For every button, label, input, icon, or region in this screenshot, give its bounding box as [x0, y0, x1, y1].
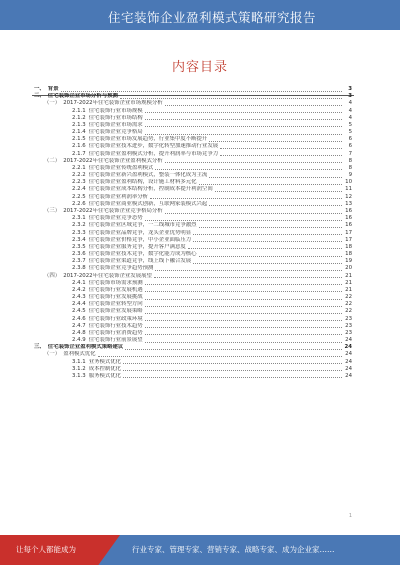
toc-leader-dots	[155, 270, 342, 271]
toc-entry-number: 2.1.4	[72, 129, 86, 136]
toc-entry-page: 24	[345, 351, 352, 358]
toc-entry-number: 2.1.3	[72, 121, 86, 128]
toc-entry-text: 住宅装饰企业传统盈利模式	[88, 164, 154, 171]
toc-entry[interactable]	[34, 122, 352, 129]
toc-entry-text: 住宅装饰行业市场规模	[88, 107, 143, 114]
toc-entry-number: 2.1.1	[72, 107, 86, 114]
toc-entry[interactable]	[34, 222, 352, 229]
toc-entry-number: 3.1.3	[72, 372, 86, 379]
toc-entry[interactable]	[34, 294, 352, 301]
toc-entry[interactable]	[34, 151, 352, 158]
toc-entry-number: 2.2.4	[72, 186, 86, 193]
toc-leader-dots	[145, 299, 342, 300]
toc-entry-text: 住宅装饰企业渠道竞争，线上线下融合发展	[88, 258, 192, 265]
toc-entry[interactable]	[34, 136, 352, 143]
toc-entry-page: 19	[345, 258, 352, 265]
table-of-contents	[34, 86, 352, 380]
toc-entry-text: 住宅装饰企业竞争趋势预测	[88, 265, 154, 272]
toc-title: 内容目录	[171, 60, 228, 75]
toc-leader-dots	[193, 241, 342, 242]
toc-leader-dots	[199, 256, 342, 257]
toc-entry-text: 住宅装饰企业盈利模式分析，提升利润率与市场竞争力	[88, 150, 219, 157]
toc-leader-dots	[209, 177, 342, 178]
toc-entry-page: 24	[345, 365, 352, 372]
toc-entry-page: 16	[345, 222, 352, 229]
toc-leader-dots	[209, 141, 342, 142]
toc-entry-number: 2.1.6	[72, 143, 86, 150]
toc-entry-page: 5	[348, 129, 352, 136]
toc-entry[interactable]	[34, 258, 352, 265]
toc-entry[interactable]	[34, 359, 352, 366]
toc-entry-page: 24	[344, 344, 352, 351]
toc-entry-number: 2.4.2	[72, 286, 86, 293]
toc-entry-number: 2.3.6	[72, 251, 86, 258]
toc-entry-text: 业务模式优化	[88, 358, 122, 365]
toc-entry-number: 2.2.2	[72, 172, 86, 179]
toc-entry-page: 7	[348, 150, 352, 157]
toc-entry-text: 住宅装饰行业发展挑战	[88, 294, 143, 301]
toc-leader-dots	[123, 363, 342, 364]
toc-entry-text: 住宅装饰企业新兴盈利模式，整装一体化成为主流	[88, 172, 208, 179]
toc-entry[interactable]	[34, 143, 352, 150]
toc-entry-page: 6	[348, 143, 352, 150]
toc-entry-page: 18	[345, 251, 352, 258]
toc-leader-dots	[145, 291, 342, 292]
toc-leader-dots	[150, 198, 342, 199]
toc-leader-dots	[145, 126, 342, 127]
toc-entry[interactable]	[34, 351, 352, 358]
toc-entry-page: 22	[345, 294, 352, 301]
toc-entry-text: 盈利模式优化	[63, 351, 96, 358]
toc-entry-page: 20	[345, 265, 352, 272]
report-title: 住宅装饰企业盈利模式策略研究报告	[108, 10, 317, 25]
toc-leader-dots	[193, 234, 342, 235]
toc-entry-page: 3	[348, 93, 352, 100]
toc-entry-text: 住宅装饰企业商业模式创新，互联网家装模式兴起	[88, 200, 208, 207]
toc-leader-dots	[145, 334, 342, 335]
toc-entry[interactable]	[34, 108, 352, 115]
toc-entry-text: 住宅装饰企业价格竞争，中小企业面临压力	[88, 236, 192, 243]
toc-entry-text: 住宅装饰企业盈利模式策略建议	[47, 344, 124, 351]
toc-leader-dots	[220, 155, 342, 156]
toc-entry-number: 2.3.4	[72, 236, 86, 243]
toc-entry[interactable]	[34, 129, 352, 136]
toc-entry-text: 住宅装饰企业市场需求	[88, 121, 143, 128]
toc-entry-text: 背景	[47, 86, 59, 93]
toc-entry-page: 24	[345, 337, 352, 344]
toc-entry-text: 住宅装饰行业消费趋势	[88, 329, 143, 336]
toc-entry-number: （三）	[44, 208, 61, 214]
toc-entry-number: 二、	[34, 93, 45, 100]
toc-entry-page: 23	[345, 315, 352, 322]
toc-entry-page: 5	[348, 121, 352, 128]
toc-entry-page: 18	[345, 243, 352, 250]
toc-entry[interactable]	[34, 201, 352, 208]
toc-entry-page: 23	[345, 322, 352, 329]
toc-leader-dots	[98, 356, 342, 357]
toc-entry-page: 16	[345, 208, 352, 214]
toc-entry-page: 21	[345, 286, 352, 293]
toc-entry-number: 2.3.8	[72, 265, 86, 272]
toc-leader-dots	[145, 320, 342, 321]
toc-entry-text: 住宅装饰行业政策环境	[88, 315, 143, 322]
toc-entry-number: 2.1.7	[72, 150, 86, 157]
toc-entry-number: 2.4.9	[72, 337, 86, 344]
toc-entry-number: （二）	[44, 157, 61, 164]
toc-entry-number: 2.3.2	[72, 222, 86, 229]
toc-entry-page: 4	[348, 114, 352, 121]
toc-entry-text: 2017-2022年住宅装饰企业发展展望	[63, 272, 152, 279]
toc-leader-dots	[199, 227, 342, 228]
toc-entry-page: 17	[345, 236, 352, 243]
toc-entry-number: 2.3.5	[72, 243, 86, 250]
toc-entry[interactable]	[34, 366, 352, 373]
toc-entry-page: 6	[348, 136, 352, 143]
toc-leader-dots	[165, 105, 342, 106]
toc-leader-dots	[215, 191, 342, 192]
toc-entry-number: 2.4.1	[72, 279, 86, 286]
toc-entry-page: 16	[345, 215, 352, 222]
toc-entry-text: 住宅装饰企业发展策略	[88, 308, 143, 315]
toc-entry[interactable]	[34, 251, 352, 258]
toc-entry[interactable]	[34, 186, 352, 193]
toc-entry[interactable]	[34, 373, 352, 380]
toc-leader-dots	[209, 205, 342, 206]
toc-leader-dots	[145, 306, 342, 307]
toc-entry-text: 服务模式优化	[88, 372, 122, 379]
toc-entry-page: 23	[345, 329, 352, 336]
toc-entry-page: 13	[345, 200, 352, 207]
toc-leader-dots	[165, 162, 342, 163]
toc-leader-dots	[145, 112, 342, 113]
toc-leader-dots	[155, 169, 342, 170]
toc-entry-text: 住宅装饰行业市场结构	[88, 114, 143, 121]
toc-entry-text: 住宅装饰企业技术进步，数字化转型加速推动行业发展	[88, 143, 219, 150]
toc-entry[interactable]	[34, 280, 352, 287]
toc-entry-page: 21	[345, 272, 352, 279]
toc-entry-page: 9	[348, 172, 352, 179]
toc-entry-number: （一）	[44, 351, 61, 358]
toc-entry-number: 三、	[34, 344, 45, 351]
toc-entry-text: 住宅装饰企业成本结构分析，控制成本提升利润空间	[88, 186, 213, 193]
toc-leader-dots	[125, 349, 342, 350]
toc-entry-number: 2.4.8	[72, 329, 86, 336]
toc-entry-number: 2.3.1	[72, 215, 86, 222]
toc-entry-page: 12	[345, 193, 352, 200]
toc-entry-text: 住宅装饰企业竞争态势	[88, 215, 143, 222]
toc-entry[interactable]	[34, 237, 352, 244]
toc-leader-dots	[123, 377, 342, 378]
toc-entry-page: 3	[348, 86, 352, 93]
toc-entry-text: 住宅装饰企业技术竞争，数字化能力成为核心	[88, 251, 197, 258]
toc-entry-number: 2.2.1	[72, 164, 86, 171]
toc-entry[interactable]	[34, 287, 352, 294]
toc-entry-number: 2.4.6	[72, 315, 86, 322]
toc-entry-number: 2.4.4	[72, 301, 86, 308]
toc-entry[interactable]	[34, 115, 352, 122]
toc-entry-number: 2.2.3	[72, 179, 86, 186]
toc-entry-number: 2.4.5	[72, 308, 86, 315]
toc-entry[interactable]	[34, 301, 352, 308]
toc-entry-text: 成本控制优化	[88, 365, 122, 372]
toc-leader-dots	[123, 370, 342, 371]
toc-entry-page: 8	[348, 157, 352, 164]
toc-entry-number: 3.1.2	[72, 365, 86, 372]
toc-entry-number: 3.1.1	[72, 358, 86, 365]
toc-entry-number: （一）	[44, 100, 61, 107]
footer-slogan-left: 让每个人都能成为	[16, 545, 76, 554]
toc-entry[interactable]	[34, 272, 352, 279]
toc-entry-text: 2017-2022年住宅装饰企业竞争格局分析	[63, 208, 163, 214]
toc-entry-page: 24	[345, 372, 352, 379]
toc-entry[interactable]	[34, 316, 352, 323]
toc-entry-page: 21	[345, 279, 352, 286]
toc-entry-text: 2017-2022年住宅装饰企业市场规模分析	[63, 100, 163, 107]
toc-entry-text: 住宅装饰企业竞争格局	[88, 129, 143, 136]
toc-leader-dots	[145, 327, 342, 328]
toc-entry[interactable]	[34, 215, 352, 222]
toc-entry-page: 10	[345, 179, 352, 186]
toc-entry-number: 2.4.7	[72, 322, 86, 329]
toc-entry[interactable]	[34, 265, 352, 272]
toc-entry[interactable]	[34, 194, 352, 201]
toc-entry-number: （四）	[44, 272, 61, 279]
toc-entry[interactable]	[34, 86, 352, 93]
toc-entry-text: 住宅装饰企业市场发展趋势，行业集中度不断提升	[88, 136, 208, 143]
toc-entry-number: 2.2.5	[72, 193, 86, 200]
toc-entry-text: 住宅装饰市场需求预测	[88, 279, 143, 286]
toc-entry[interactable]	[34, 208, 352, 215]
toc-entry[interactable]	[34, 330, 352, 337]
page-number: 1	[348, 513, 352, 519]
toc-entry[interactable]	[34, 172, 352, 179]
toc-entry-number: 2.1.5	[72, 136, 86, 143]
toc-entry-number: 2.1.2	[72, 114, 86, 121]
toc-entry-page: 4	[348, 107, 352, 114]
toc-entry-text: 住宅装饰行业技术趋势	[88, 322, 143, 329]
toc-entry-number: 一、	[34, 86, 45, 93]
toc-entry-page: 11	[345, 186, 352, 193]
toc-leader-dots	[165, 213, 342, 214]
toc-leader-dots	[145, 313, 342, 314]
toc-entry-page: 22	[345, 301, 352, 308]
toc-entry-page: 24	[345, 358, 352, 365]
toc-leader-dots	[145, 284, 342, 285]
toc-entry[interactable]	[34, 344, 352, 351]
toc-entry[interactable]	[34, 165, 352, 172]
toc-entry-number: 2.3.7	[72, 258, 86, 265]
toc-entry[interactable]	[34, 100, 352, 107]
toc-entry-text: 住宅装饰企业转型方向	[88, 301, 143, 308]
toc-leader-dots	[145, 119, 342, 120]
toc-leader-dots	[145, 220, 342, 221]
toc-entry-text: 住宅装饰企业市场分析与预测	[47, 93, 118, 100]
toc-entry[interactable]	[34, 308, 352, 315]
toc-entry-text: 住宅装饰企业利润率分析	[88, 193, 149, 200]
toc-entry-text: 住宅装饰企业区域竞争，一二线城市竞争激烈	[88, 222, 197, 229]
toc-entry-number: 2.4.3	[72, 294, 86, 301]
toc-entry-number: 2.3.3	[72, 229, 86, 236]
toc-entry[interactable]	[34, 158, 352, 165]
toc-leader-dots	[145, 134, 342, 135]
toc-entry[interactable]	[34, 229, 352, 236]
toc-leader-dots	[154, 277, 342, 278]
toc-entry-number: 2.2.6	[72, 200, 86, 207]
toc-leader-dots	[193, 263, 342, 264]
toc-leader-dots	[120, 98, 342, 99]
toc-entry[interactable]	[34, 179, 352, 186]
toc-entry[interactable]	[34, 337, 352, 344]
toc-entry-text: 住宅装饰企业服务竞争，提升客户满意度	[88, 243, 186, 250]
toc-entry[interactable]	[34, 93, 352, 100]
toc-entry[interactable]	[34, 323, 352, 330]
toc-leader-dots	[145, 342, 342, 343]
toc-entry-text: 住宅装饰企业品牌竞争，龙头企业优势明显	[88, 229, 192, 236]
toc-entry-page: 17	[345, 229, 352, 236]
toc-entry-page: 4	[348, 100, 352, 107]
toc-entry-text: 住宅装饰行业发展机遇	[88, 286, 143, 293]
toc-entry-text: 住宅装饰行业前景展望	[88, 337, 143, 344]
toc-entry[interactable]	[34, 244, 352, 251]
toc-leader-dots	[61, 91, 342, 92]
toc-leader-dots	[199, 184, 342, 185]
footer-slogan-right: 行业专家、管理专家、营销专家、战略专家、成为企业家……	[132, 545, 335, 554]
toc-entry-text: 住宅装饰企业盈利结构，设计施工材料多元化	[88, 179, 197, 186]
toc-leader-dots	[188, 248, 342, 249]
toc-entry-page: 22	[345, 308, 352, 315]
toc-entry-text: 2017-2022年住宅装饰企业盈利模式分析	[63, 157, 163, 164]
toc-leader-dots	[220, 148, 342, 149]
toc-entry-page: 8	[348, 164, 352, 171]
